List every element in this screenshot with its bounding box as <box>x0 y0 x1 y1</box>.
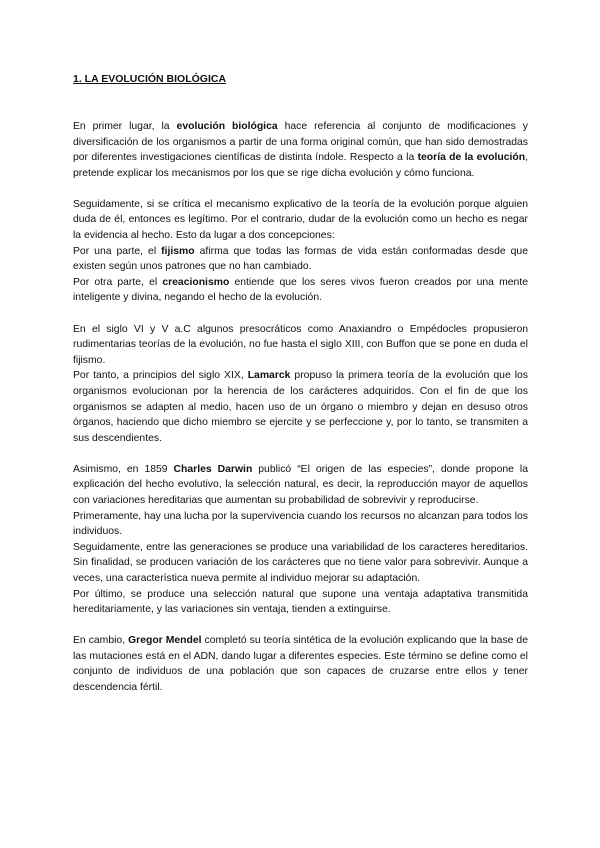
paragraph-mendel <box>73 633 528 695</box>
term-gregor-mendel: Gregor Mendel <box>128 635 202 647</box>
text-run: En cambio, <box>73 635 129 647</box>
text-line: Seguidamente, si se crítica el mecanismo explicativo de la teoría de la evolución porque alguien duda de él, entonces es legítimo. Por el contrario, dudar de la evolución como un hecho es negar la evidencia al hecho. Esto da lugar a dos concepciones: <box>73 198 528 242</box>
term-evolucion-biologica: evolución biológica <box>176 121 278 132</box>
text-run: Por otra parte, el <box>73 276 163 288</box>
text-run: , pretende explicar los mecanismos por los que se rige dicha evolución y cómo funciona. <box>73 152 529 179</box>
text-run: entiende que los seres vivos fueron creados por una mente inteligente y divina, negando el hecho de la evolución. <box>73 276 528 304</box>
text-line-lamarck <box>73 368 528 446</box>
paragraph-concepciones <box>73 197 528 306</box>
text-line: En el siglo VI y V a.C algunos presocráticos como Anaxiandro o Empédocles propusieron rudimentarias teorías de la evolución, no fue hasta el siglo XIII, con Buffon que se pone en duda el fijismo. <box>73 323 528 366</box>
text-line-darwin <box>73 462 528 509</box>
term-lamarck: Lamarck <box>247 370 291 382</box>
paragraph-darwin <box>73 462 528 618</box>
term-charles-darwin: Charles Darwin <box>173 463 253 475</box>
text-run: Asimismo, en 1859 <box>73 463 174 475</box>
text-run: completó su teoría sintética de la evolución explicando que la base de las mutaciones está en el ADN, dando lugar a diferentes especies. Este término se define como el conjunto de individuos de una población que son capaces de cruzarse entre ellos y tener descendencia fértil. <box>73 635 528 693</box>
text-run: En primer lugar, la <box>73 121 177 132</box>
text-run: publicó “El origen de las especies”, donde propone la explicación del hecho evolutivo, la selección natural, es decir, la reproducción mayor de aquellos con variaciones hereditarias que aumentan su probabilidad de sobrevivir y reproducirse. <box>73 463 528 506</box>
paragraph-lamarck <box>73 322 528 447</box>
text-line-creacionismo <box>73 275 528 306</box>
term-teoria-evolucion: teoría de la evolución <box>417 152 526 164</box>
document-page <box>73 72 528 711</box>
text-run: Por una parte, el <box>73 245 162 257</box>
section-title: 1. LA EVOLUCIÓN BIOLÓGICA <box>73 73 227 85</box>
text-run: Por tanto, a principios del siglo XIX, <box>73 370 248 382</box>
text-line: Seguidamente, entre las generaciones se produce una variabilidad de los caracteres hereditarios. Sin finalidad, se producen variación de los carácteres que no tiene valor para sobrevivir. Aunque a veces, una característica nueva permite al individuo mejorar su adaptación. <box>73 541 528 584</box>
text-line: Por último, se produce una selección natural que supone una ventaja adaptativa transmitida hereditariamente, y las variaciones sin ventaja, tienden a extinguirse. <box>73 588 528 616</box>
paragraph-intro <box>73 119 528 181</box>
term-creacionismo: creacionismo <box>162 276 230 288</box>
text-run: afirma que todas las formas de vida están conformadas desde que existen según unos patrones que no han cambiado. <box>73 245 528 273</box>
text-run: hace referencia al conjunto de modificaciones y diversificación de los organismos a partir de una forma original común, que han sido demostradas por diferentes investigaciones científicas de distinta índole. Respecto a la <box>73 121 528 164</box>
text-line: Primeramente, hay una lucha por la supervivencia cuando los recursos no alcanzan para todos los individuos. <box>73 510 528 538</box>
text-line-fijismo <box>73 244 528 275</box>
text-run: propuso la primera teoría de la evolución que los organismos evolucionan por la herencia de los carácteres adquiridos. Con el fin de que los organismos se adapten al medio, hacen uso de un órgano o miembro y dejan en desuso otros órganos, haciendo que dicho miembro se ejercite y se perfeccione y, por lo tanto, se transmiten a sus descendientes. <box>73 370 528 444</box>
term-fijismo: fijismo <box>161 245 195 257</box>
